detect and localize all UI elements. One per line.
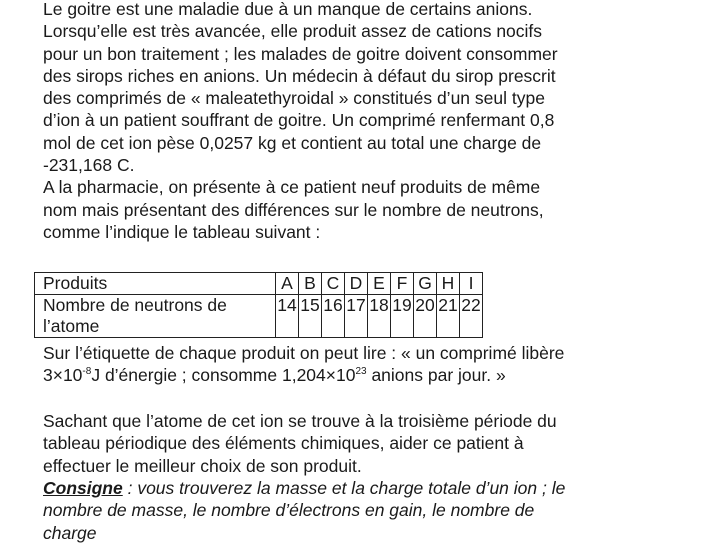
intro-line: pour un bon traitement ; les malades de goitre doivent consommer [43, 43, 558, 64]
neutron-cell: 22 [460, 295, 483, 338]
products-row [35, 273, 483, 295]
product-cell: C [322, 273, 345, 295]
intro-line: des comprimés de « maleatethyroidal » constitués d’un seul type [43, 88, 545, 109]
neutron-cell: 14 [276, 295, 299, 338]
neutron-cell: 20 [414, 295, 437, 338]
product-cell: F [391, 273, 414, 295]
energy-exponent: -8 [82, 366, 92, 378]
label-text: anions par jour. » [366, 365, 506, 386]
label-line [43, 364, 703, 386]
product-cell: E [368, 273, 391, 295]
product-cell: D [345, 273, 368, 295]
intro-line: Lorsqu’elle est très avancée, elle produit assez de cations nocifs [43, 21, 543, 42]
product-cell: I [460, 273, 483, 295]
neutrons-row [35, 295, 483, 338]
product-cell: B [299, 273, 322, 295]
instruction-line [43, 477, 703, 499]
label-line: Sur l’étiquette de chaque produit on peut lire : « un comprimé libère [43, 343, 565, 363]
neutron-cell: 18 [368, 295, 391, 338]
advice-line: tableau périodique des éléments chimiques, aider ce patient à [43, 433, 524, 454]
product-cell: H [437, 273, 460, 295]
intro-paragraph [43, 0, 703, 243]
label-text: 3×10 [43, 365, 83, 386]
neutron-cell: 16 [322, 295, 345, 338]
intro-line: nom mais présentant des différences sur le nombre de neutrons, [43, 199, 544, 220]
intro-line: -231,168 C. [43, 155, 135, 176]
intro-line: comme l’indique le tableau suivant : [43, 221, 321, 242]
products-header: Produits [35, 273, 276, 295]
neutrons-header-line: l’atome [43, 316, 100, 336]
advice-line: Sachant que l’atome de cet ion se trouve à la troisième période du [43, 411, 557, 431]
neutrons-header [35, 295, 276, 338]
neutrons-header-line: Nombre de neutrons de [43, 295, 227, 315]
neutron-cell: 19 [391, 295, 414, 338]
instruction-text: : vous trouverez la masse et la charge totale d’un ion ; le [122, 478, 566, 498]
intro-line: mol de cet ion pèse 0,0257 kg et contient au total une charge de [43, 132, 542, 153]
neutron-cell: 15 [299, 295, 322, 338]
anion-exponent: 23 [355, 366, 367, 378]
product-cell: A [276, 273, 299, 295]
product-cell: G [414, 273, 437, 295]
intro-line: des sirops riches en anions. Un médecin à défaut du sirop prescrit [43, 65, 556, 86]
instruction-line: charge [43, 522, 97, 543]
label-paragraph [43, 342, 703, 387]
intro-line: A la pharmacie, on présente à ce patient neuf produits de même [43, 177, 541, 198]
advice-line: effectuer le meilleur choix de son produit. [43, 455, 362, 476]
advice-paragraph [43, 410, 703, 477]
neutron-cell: 21 [437, 295, 460, 338]
label-text: J d’énergie ; consomme 1,204×10 [91, 365, 356, 386]
instruction-line: nombre de masse, le nombre d’électrons en gain, le nombre de [43, 500, 535, 521]
intro-line: d’ion à un patient souffrant de goitre. Un comprimé renfermant 0,8 [43, 110, 555, 131]
consigne-keyword: Consigne [43, 478, 123, 498]
instruction-paragraph [43, 477, 703, 544]
neutron-cell: 17 [345, 295, 368, 338]
intro-line: Le goitre est une maladie due à un manque de certains anions. [43, 0, 533, 19]
neutron-table [34, 272, 483, 338]
